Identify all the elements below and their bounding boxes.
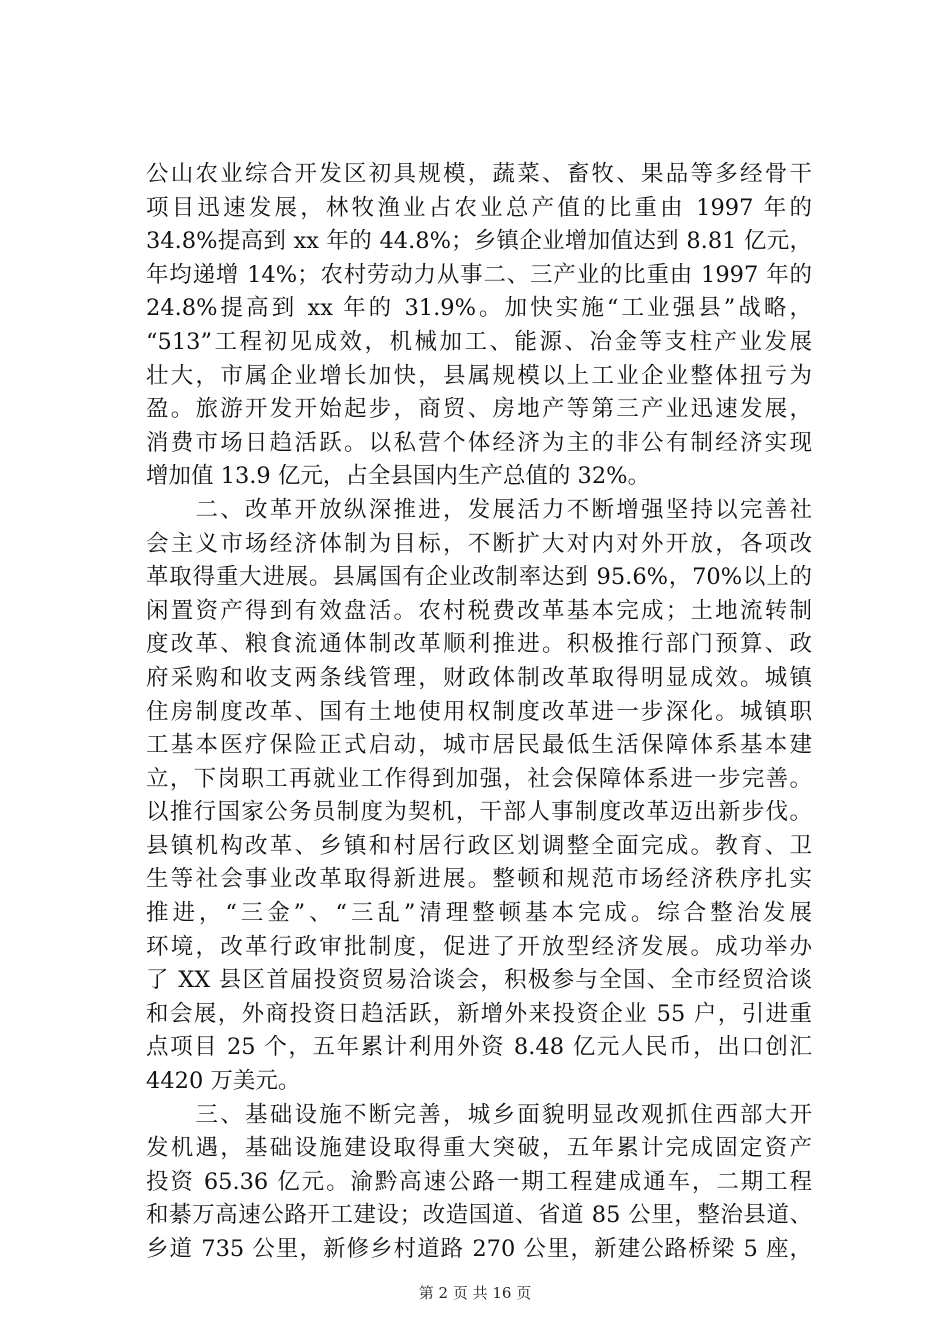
text-line: 壮大，市属企业增长加快，县属规模以上工业企业整体扭亏为 xyxy=(146,362,812,389)
text-line: 点项目 25 个，五年累计利用外资 8.48 亿元人民币，出口创汇 xyxy=(146,1034,812,1061)
text-line: 三、基础设施不断完善，城乡面貌明显改观抓住西部大开 xyxy=(146,1101,812,1128)
text-line: 项目迅速发展，林牧渔业占农业总产值的比重由 1997 年的 xyxy=(146,194,812,221)
text-line: 闲置资产得到有效盘活。农村税费改革基本完成；土地流转制 xyxy=(146,597,812,624)
text-line: 和会展，外商投资日趋活跃，新增外来投资企业 55 户，引进重 xyxy=(146,1000,812,1027)
text-line: 24.8%提高到 xx 年的 31.9%。加快实施“工业强县”战略， xyxy=(146,295,812,322)
text-line: 县镇机构改革、乡镇和村居行政区划调整全面完成。教育、卫 xyxy=(146,832,812,859)
text-line: 革取得重大进展。县属国有企业改制率达到 95.6%，70%以上的 xyxy=(146,564,812,591)
text-line: 度改革、粮食流通体制改革顺利推进。积极推行部门预算、政 xyxy=(146,631,812,658)
text-line: 增加值 13.9 亿元，占全县国内生产总值的 32%。 xyxy=(146,463,651,490)
text-line: 立，下岗职工再就业工作得到加强，社会保障体系进一步完善。 xyxy=(146,765,812,792)
text-line: 乡道 735 公里，新修乡村道路 270 公里，新建公路桥梁 5 座， xyxy=(146,1236,812,1262)
text-line: 工基本医疗保险正式启动，城市居民最低生活保障体系基本建 xyxy=(146,732,812,759)
text-line: 公山农业综合开发区初具规模，蔬菜、畜牧、果品等多经骨干 xyxy=(146,161,812,187)
text-line: 二、改革开放纵深推进，发展活力不断增强坚持以完善社 xyxy=(146,496,812,523)
text-line: 4420 万美元。 xyxy=(146,1068,301,1095)
text-line: 以推行国家公务员制度为契机，干部人事制度改革迈出新步伐。 xyxy=(146,799,812,826)
text-line: 盈。旅游开发开始起步，商贸、房地产等第三产业迅速发展， xyxy=(146,396,812,423)
text-line: 发机遇，基础设施建设取得重大突破，五年累计完成固定资产 xyxy=(146,1135,812,1162)
text-line: 了 XX 县区首届投资贸易洽谈会，积极参与全国、全市经贸洽谈 xyxy=(146,967,812,994)
text-line: 年均递增 14%；农村劳动力从事二、三产业的比重由 1997 年的 xyxy=(146,261,812,288)
text-line: 环境，改革行政审批制度，促进了开放型经济发展。成功举办 xyxy=(146,933,812,960)
body-text xyxy=(146,158,812,1267)
text-line: 消费市场日趋活跃。以私营个体经济为主的非公有制经济实现 xyxy=(146,429,812,456)
text-line: 会主义市场经济体制为目标，不断扩大对内对外开放，各项改 xyxy=(146,530,812,557)
text-line: 推进，“三金”、“三乱”清理整顿基本完成。综合整治发展 xyxy=(146,900,812,927)
page-footer: 第 2 页 共 16 页 xyxy=(418,1284,532,1302)
text-line: 生等社会事业改革取得新进展。整顿和规范市场经济秩序扎实 xyxy=(146,866,812,893)
text-line: 府采购和收支两条线管理，财政体制改革取得明显成效。城镇 xyxy=(146,664,812,691)
text-line: 投资 65.36 亿元。渝黔高速公路一期工程建成通车，二期工程 xyxy=(146,1168,812,1195)
text-line: 34.8%提高到 xx 年的 44.8%；乡镇企业增加值达到 8.81 亿元， xyxy=(146,228,812,255)
text-line: 和綦万高速公路开工建设；改造国道、省道 85 公里，整治县道、 xyxy=(146,1202,812,1229)
text-line: “513”工程初见成效，机械加工、能源、冶金等支柱产业发展 xyxy=(146,328,812,355)
text-line: 住房制度改革、国有土地使用权制度改革进一步深化。城镇职 xyxy=(146,698,812,725)
